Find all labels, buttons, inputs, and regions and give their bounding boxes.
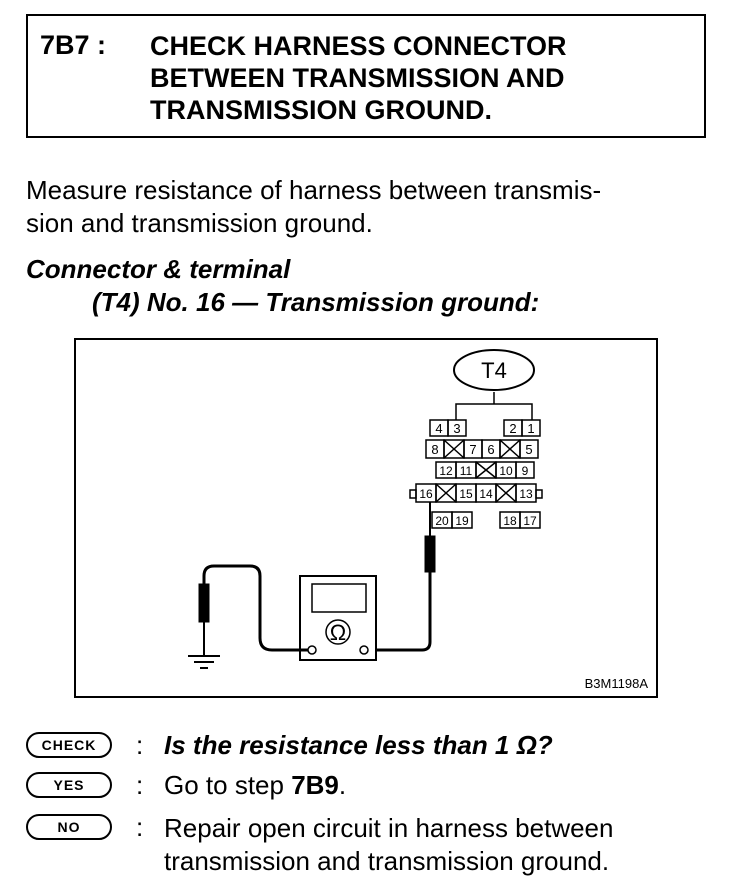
terminal-18: 18 [503, 514, 517, 528]
step-title-line-1: CHECK HARNESS CONNECTOR [150, 31, 567, 61]
no-badge: NO [26, 814, 112, 840]
terminal-5: 5 [525, 442, 533, 457]
step-title [150, 30, 690, 126]
yes-end: . [338, 770, 347, 800]
yes-badge: YES [26, 772, 112, 798]
connector-label: T4 [481, 358, 507, 383]
step-title-line-3: TRANSMISSION GROUND. [150, 95, 493, 125]
check-colon: : [136, 730, 144, 760]
terminal-1: 1 [527, 421, 535, 436]
terminal-15: 15 [459, 487, 473, 501]
terminal-19: 19 [455, 514, 469, 528]
step-number: 7B7 : [40, 30, 107, 60]
connector-heading: Connector & terminal [26, 254, 291, 284]
yes-colon: : [136, 770, 144, 800]
no-answer [164, 812, 613, 878]
no-answer-line-2: transmission and transmission ground. [164, 846, 610, 876]
terminal-11: 11 [459, 464, 473, 478]
yes-text: Go to step [164, 770, 292, 800]
terminal-4: 4 [435, 421, 443, 436]
wiring-diagram [74, 338, 658, 698]
terminal-17: 17 [523, 514, 537, 528]
no-colon: : [136, 812, 144, 842]
instruction-paragraph [26, 174, 726, 240]
terminal-12: 12 [439, 464, 453, 478]
instruction-line-2: sion and transmission ground. [26, 208, 373, 238]
terminal-16: 16 [419, 487, 433, 501]
connector-spec: (T4) No. 16 — Transmission ground: [92, 287, 540, 317]
wiring-diagram-svg [76, 340, 656, 696]
check-question: Is the resistance less than 1 Ω? [164, 730, 553, 760]
step-title-line-2: BETWEEN TRANSMISSION AND [150, 63, 565, 93]
check-badge: CHECK [26, 732, 112, 758]
yes-row [26, 770, 726, 802]
probe-to-ground [199, 566, 308, 656]
terminal-13: 13 [519, 487, 533, 501]
check-row [26, 730, 726, 762]
ground-icon [188, 656, 220, 668]
terminal-8: 8 [431, 442, 439, 457]
ohm-symbol: Ω [329, 620, 347, 645]
yes-answer [164, 770, 346, 801]
figure-code: B3M1198A [584, 676, 648, 691]
instruction-line-1: Measure resistance of harness between transmis- [26, 175, 602, 205]
ohmmeter [300, 576, 376, 660]
probe-to-terminal-16 [372, 502, 435, 650]
terminal-7: 7 [469, 442, 477, 457]
terminal-6: 6 [487, 442, 495, 457]
terminal-10: 10 [499, 464, 513, 478]
terminal-20: 20 [435, 514, 449, 528]
step-header-box [26, 14, 706, 138]
no-answer-line-1: Repair open circuit in harness between [164, 813, 614, 843]
no-row [26, 812, 726, 882]
terminal-2: 2 [509, 421, 517, 436]
terminal-14: 14 [479, 487, 493, 501]
terminal-3: 3 [453, 421, 461, 436]
terminal-9: 9 [521, 464, 529, 478]
yes-step-ref: 7B9 [291, 770, 339, 800]
